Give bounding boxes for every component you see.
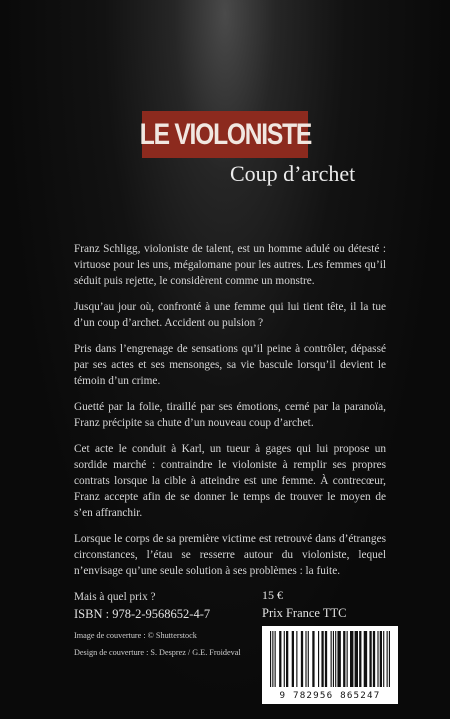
barcode — [262, 626, 398, 704]
barcode-bar — [284, 631, 285, 687]
synopsis-paragraph: Mais à quel prix ? — [74, 591, 156, 603]
barcode-bar — [296, 631, 297, 687]
title-banner — [139, 111, 311, 158]
synopsis-paragraph: Pris dans l’engrenage de sensations qu’il peine à contrôler, dépassé par ses actes et ses mensonges, sa vie bascule lorsqu’il devient le témoin d’un crime. — [74, 343, 386, 387]
barcode-bar — [373, 631, 375, 687]
barcode-bar — [331, 631, 332, 687]
barcode-bar — [325, 631, 327, 687]
barcode-bar — [380, 631, 382, 687]
barcode-bar — [275, 631, 276, 687]
barcode-bar — [270, 631, 271, 687]
barcode-bar — [286, 631, 288, 687]
barcode-bar — [389, 631, 390, 687]
barcode-bar — [364, 631, 367, 687]
barcode-bar — [377, 631, 378, 687]
synopsis-paragraph: Lorsque le corps de sa première victime est retrouvé dans d’étranges circonstances, l’étau se resserre autour du violoniste, lequel n’envisage qu’une seule solution à ses problèmes : la fuite. — [74, 533, 386, 577]
barcode-bar — [335, 631, 336, 687]
synopsis-paragraph: Franz Schligg, violoniste de talent, est un homme adulé ou détesté : virtuose pour les uns, mégalomane pour les autres. Les femmes qu’il séduit puis rejette, le considèrent comme un monstre. — [74, 243, 386, 287]
barcode-bar — [387, 631, 388, 687]
credit-cover-image: Image de couverture : © Shutterstock — [74, 631, 197, 640]
barcode-bar — [279, 631, 281, 687]
barcode-bar — [272, 631, 273, 687]
price-label: Prix France TTC — [262, 606, 347, 620]
book-subtitle: Coup d’archet — [230, 161, 356, 186]
barcode-bar — [347, 631, 348, 687]
credit-cover-design: Design de couverture : S. Desprez / G.E. Froideval — [74, 648, 241, 657]
synopsis-paragraph: Cet acte le conduit à Karl, un tueur à gages qui lui propose un sordide marché : contraindre le violoniste à remplir ses propres contrats lorsque la cible à atteindre est une femme. À contrecœur, Franz accepte afin de se donner le temps de trouver le moyen de s’en affranchir. — [74, 443, 386, 519]
barcode-digits: 9 782956 865247 — [279, 690, 381, 701]
isbn: ISBN : 978-2-9568652-4-7 — [74, 607, 211, 621]
barcode-bar — [321, 631, 323, 687]
synopsis-paragraph: Jusqu’au jour où, confronté à une femme qui lui tient tête, il la tue d’un coup d’archet. Accident ou pulsion ? — [74, 301, 386, 329]
barcode-bar — [292, 631, 294, 687]
barcode-bar — [301, 631, 303, 687]
synopsis — [74, 241, 386, 615]
synopsis-paragraph: Guetté par la folie, tiraillé par ses émotions, cerné par la paranoïa, Franz précipite sa chute d’un nouveau coup d’archet. — [74, 401, 386, 429]
barcode-bar — [318, 631, 319, 687]
barcode-bar — [312, 631, 314, 687]
barcode-bars — [262, 626, 398, 690]
barcode-bar — [305, 631, 306, 687]
price-amount: 15 € — [262, 588, 283, 602]
barcode-bar — [333, 631, 334, 687]
barcode-bar — [308, 631, 309, 687]
barcode-bar — [343, 631, 345, 687]
barcode-bar — [350, 631, 353, 687]
barcode-bar — [337, 631, 340, 687]
barcode-bar — [383, 631, 384, 687]
barcode-bar — [355, 631, 358, 687]
book-title: LE VIOLONISTE — [139, 117, 311, 151]
barcode-bar — [359, 631, 361, 687]
barcode-bar — [369, 631, 371, 687]
